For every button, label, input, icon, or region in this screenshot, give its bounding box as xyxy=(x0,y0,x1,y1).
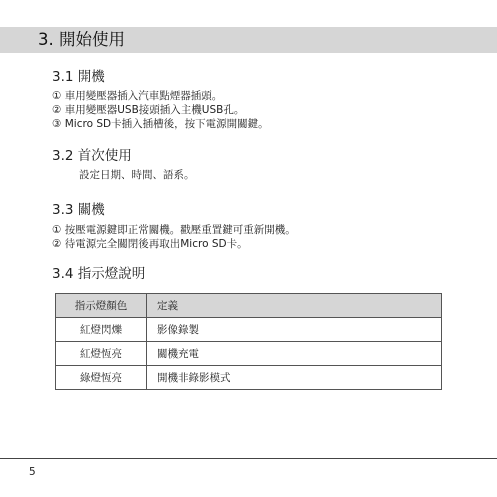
table-header-color: 指示燈顏色 xyxy=(56,294,147,318)
section-heading-first-use: 3.2 首次使用 xyxy=(52,148,132,164)
table-header-row xyxy=(56,294,442,318)
section-heading-power-off: 3.3 關機 xyxy=(52,202,105,218)
power-off-step-2: ② 待電源完全關閉後再取出Micro SD卡。 xyxy=(52,238,248,250)
table-cell-color: 紅燈恆亮 xyxy=(56,342,147,366)
section-heading-power-on: 3.1 開機 xyxy=(52,69,105,85)
table-cell-definition: 開機非錄影模式 xyxy=(147,366,442,390)
section-heading-indicator: 3.4 指示燈說明 xyxy=(52,266,146,282)
table-row xyxy=(56,318,442,342)
power-off-step-1: ① 按壓電源鍵即正常關機。戳壓重置鍵可重新開機。 xyxy=(52,224,296,236)
indicator-table xyxy=(55,293,442,390)
table-header-definition: 定義 xyxy=(147,294,442,318)
power-on-step-2: ② 車用變壓器USB接頭插入主機USB孔。 xyxy=(52,104,245,116)
table-cell-definition: 關機充電 xyxy=(147,342,442,366)
table-row xyxy=(56,366,442,390)
table-cell-color: 綠燈恆亮 xyxy=(56,366,147,390)
table-row xyxy=(56,342,442,366)
power-on-step-3: ③ Micro SD卡插入插槽後，按下電源開關鍵。 xyxy=(52,118,269,130)
page-number: 5 xyxy=(29,466,36,478)
chapter-header-bar xyxy=(0,27,497,53)
power-on-step-1: ① 車用變壓器插入汽車點煙器插頭。 xyxy=(52,90,223,102)
first-use-text: 設定日期、時間、語系。 xyxy=(79,169,195,181)
chapter-title: 3. 開始使用 xyxy=(38,30,125,49)
footer-divider xyxy=(0,458,497,459)
table-cell-definition: 影像錄製 xyxy=(147,318,442,342)
table-cell-color: 紅燈閃爍 xyxy=(56,318,147,342)
